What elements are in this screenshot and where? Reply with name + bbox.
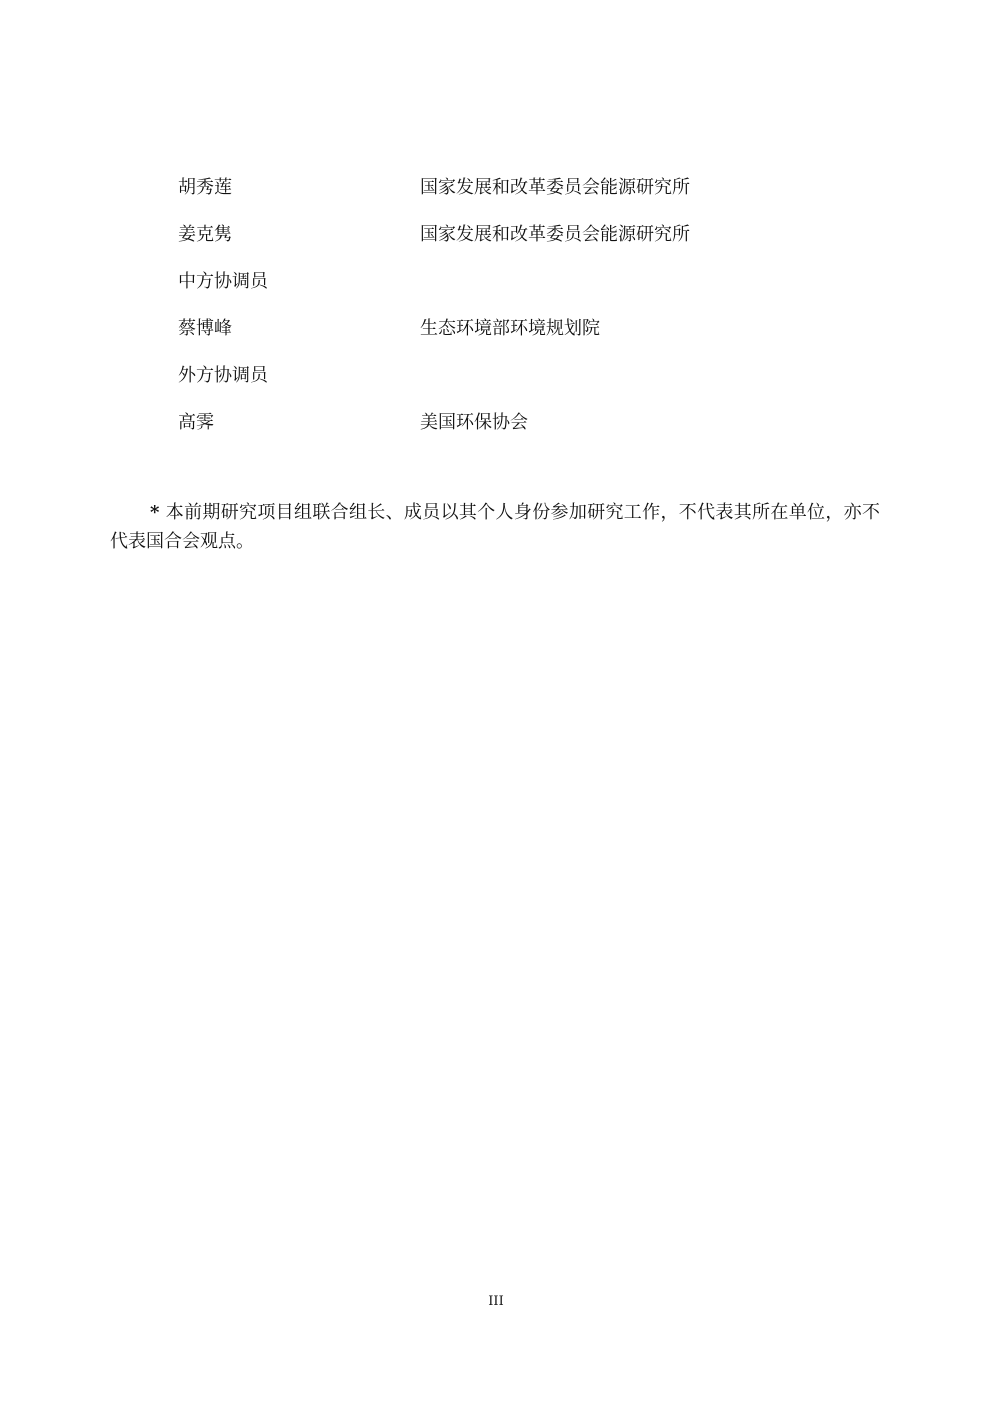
- member-list: [178, 176, 878, 458]
- member-organization: 国家发展和改革委员会能源研究所: [420, 177, 690, 198]
- member-name: 胡秀莲: [178, 177, 232, 198]
- section-heading: 外方协调员: [178, 365, 268, 386]
- member-row: [178, 223, 878, 270]
- section-heading: 中方协调员: [178, 271, 268, 292]
- member-row: [178, 317, 878, 364]
- member-organization: 生态环境部环境规划院: [420, 318, 600, 339]
- member-name: 姜克隽: [178, 224, 232, 245]
- section-heading-row: [178, 270, 878, 317]
- member-organization: 国家发展和改革委员会能源研究所: [420, 224, 690, 245]
- member-organization: 美国环保协会: [420, 412, 528, 433]
- footnote-marker: *: [150, 502, 160, 523]
- footnote-text: 本前期研究项目组联合组长、成员以其个人身份参加研究工作，不代表其所在单位，亦不代表国合会观点。: [110, 502, 880, 552]
- member-row: [178, 411, 878, 458]
- footnote: [110, 498, 880, 556]
- section-heading-row: [178, 364, 878, 411]
- member-row: [178, 176, 878, 223]
- member-name: 蔡博峰: [178, 318, 232, 339]
- member-name: 高霁: [178, 412, 214, 433]
- page-number: III: [488, 1294, 504, 1309]
